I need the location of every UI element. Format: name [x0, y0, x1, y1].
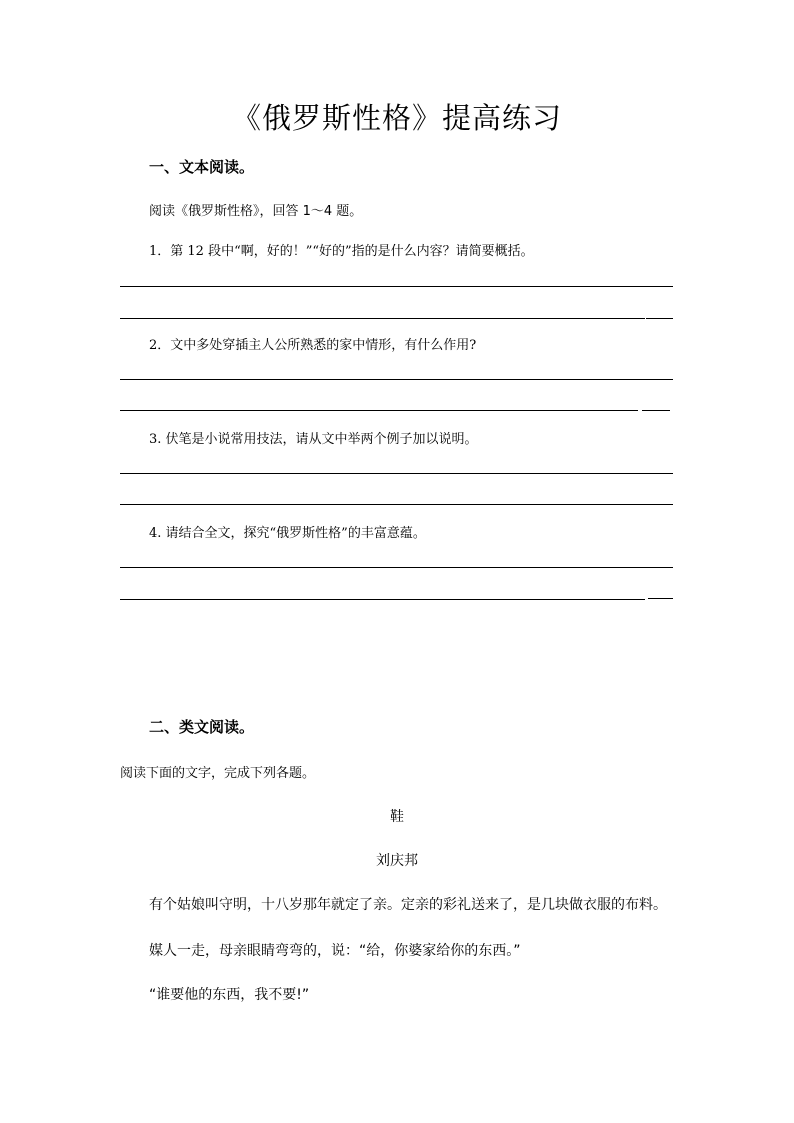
document-title: 《俄罗斯性格》提高练习 [231, 101, 562, 135]
question-3: 3. 伏笔是小说常用技法，请从文中举两个例子加以说明。 [149, 432, 478, 447]
question-2: 2．文中多处穿插主人公所熟悉的家中情形，有什么作用? [149, 338, 477, 353]
story-title: 鞋 [390, 809, 404, 825]
answer-line [120, 410, 638, 411]
answer-line-tail [646, 318, 673, 319]
answer-line-tail [648, 598, 673, 599]
answer-line-tail [642, 410, 670, 411]
answer-line [120, 379, 673, 380]
section-1-heading: 一、文本阅读。 [149, 158, 255, 176]
story-paragraph: “谁要他的东西，我不要!” [149, 987, 310, 1003]
answer-line [120, 473, 673, 474]
answer-line [120, 318, 645, 319]
answer-line [120, 599, 645, 600]
section-1-intro: 阅读《俄罗斯性格》，回答 1～4 题。 [149, 204, 363, 219]
answer-line [120, 504, 673, 505]
answer-line [120, 567, 673, 568]
section-2-heading: 二、类文阅读。 [149, 718, 255, 736]
question-1: 1．第 12 段中“啊，好的！”“好的”指的是什么内容？请简要概括。 [149, 244, 534, 259]
story-author: 刘庆邦 [376, 853, 418, 869]
story-paragraph: 媒人一走，母亲眼睛弯弯的，说：“给，你婆家给你的东西。” [149, 943, 521, 959]
section-2-intro: 阅读下面的文字，完成下列各题。 [120, 766, 316, 781]
question-4: 4. 请结合全文，探究“俄罗斯性格”的丰富意蕴。 [149, 526, 426, 541]
story-paragraph: 有个姑娘叫守明，十八岁那年就定了亲。定亲的彩礼送来了，是几块做衣服的布料。 [149, 897, 667, 913]
answer-line [120, 286, 673, 287]
